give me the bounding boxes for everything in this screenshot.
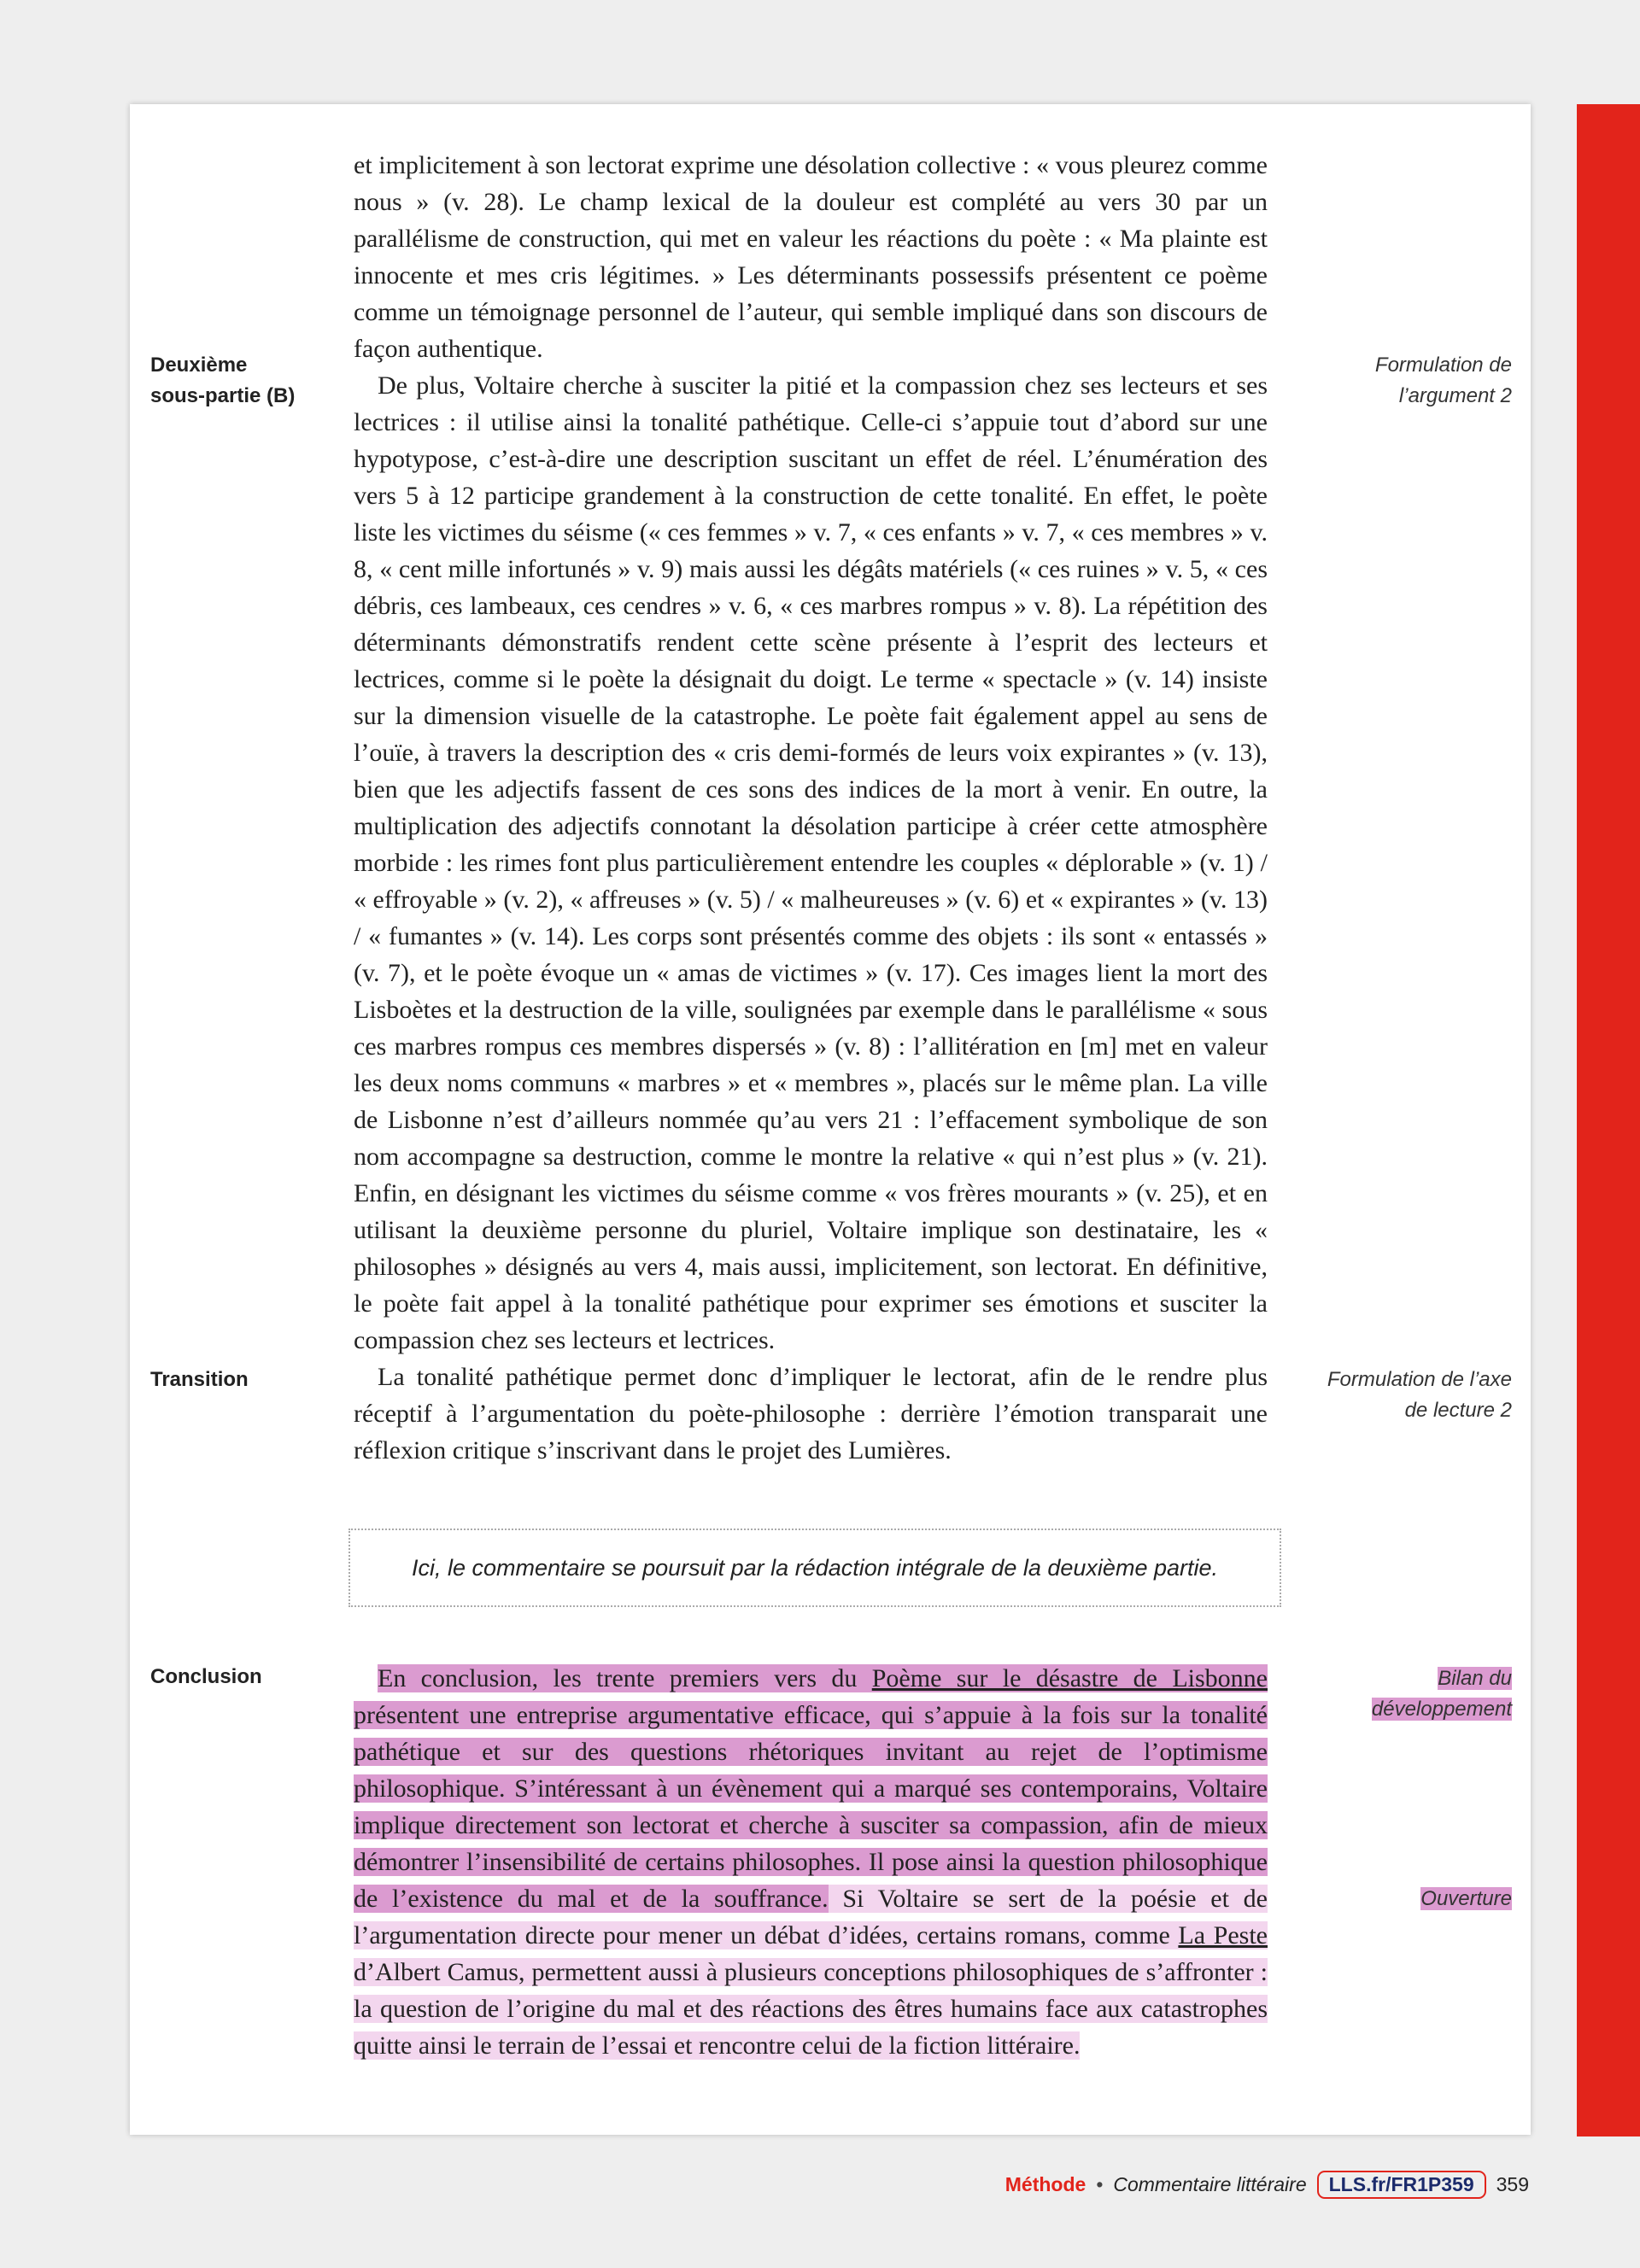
conclusion-bilan-part2: présentent une entreprise argumentative efficace, qui s’appuie à la fois sur la tonalité pathétique et sur des questions rhétoriques invitant au rejet de l’optimisme philosophique. S’intéressant à un évènement qui a marqué ses contemporains, Voltaire implique directement son lectorat et cherche à susciter sa compassion, afin de mieux démontrer l’insensibilité de certains philosophes. Il pose ainsi la question philosophique de l’existence du mal et de la souffrance. bbox=[354, 1701, 1268, 1913]
note-argument-2-line1: Formulation de bbox=[1374, 354, 1512, 377]
label-conclusion: Conclusion bbox=[150, 1665, 262, 1688]
page-number: 359 bbox=[1496, 2172, 1529, 2195]
note-bilan-line2: développement bbox=[1371, 1698, 1512, 1721]
note-axe-2-line1: Formulation de l’axe bbox=[1327, 1368, 1512, 1391]
note-argument-2-line2: l’argument 2 bbox=[1398, 384, 1512, 407]
conclusion-paragraph bbox=[354, 1660, 1268, 2064]
page-footer bbox=[1005, 2167, 1529, 2201]
label-deuxieme-line1: Deuxième bbox=[150, 354, 248, 377]
footer-separator: • bbox=[1096, 2172, 1104, 2195]
red-side-band bbox=[1577, 104, 1640, 2136]
continuation-note-text: Ici, le commentaire se poursuit par la rédaction intégrale de la deuxième partie. bbox=[412, 1554, 1218, 1581]
conclusion-ouverture-part1: Si Voltaire se sert de la poésie et de l’argumentation directe pour mener un débat d’idées, certains romans, comme bbox=[354, 1885, 1268, 1949]
main-body bbox=[354, 147, 1268, 1469]
note-argument-2 bbox=[1273, 350, 1512, 412]
paragraph-3-transition: La tonalité pathétique permet donc d’impliquer le lectorat, afin de le rendre plus réceptif à l’argumentation du poète-philosophe : derrière l’émotion transparait une réflexion critique s’inscrivant dans le projet des Lumières. bbox=[354, 1363, 1268, 1464]
note-axe-2 bbox=[1273, 1365, 1512, 1426]
label-deuxieme-line2: sous-partie (B) bbox=[150, 384, 296, 407]
label-deuxieme-sous-partie bbox=[150, 350, 313, 412]
conclusion-title-poeme: Poème sur le désastre de Lisbonne bbox=[871, 1664, 1268, 1692]
note-ouverture-text: Ouverture bbox=[1420, 1887, 1512, 1910]
paragraph-1: et implicitement à son lectorat exprime une désolation collective : « vous pleurez comme nous » (v. 28). Le champ lexical de la douleur est complété au vers 30 par un parallélisme de construction, qui met en valeur les réactions du poète : « Ma plainte est innocente et mes cris légitimes. » Les déterminants possessifs présentent ce poème comme un témoignage personnel de l’auteur, qui semble impliqué dans son discours de façon authentique. bbox=[354, 151, 1268, 363]
paragraph-2: De plus, Voltaire cherche à susciter la pitié et la compassion chez ses lecteurs et ses lectrices : il utilise ainsi la tonalité pathétique. Celle-ci s’appuie tout d’abord sur une hypotypose, c’est-à-dire une description suscitant un effet de réel. L’énumération des vers 5 à 12 participe grandement à la construction de cette tonalité. En effet, le poète liste les victimes du séisme (« ces femmes » v. 7, « ces enfants » v. 7, « ces membres » v. 8, « cent mille infortunés » v. 9) mais aussi les dégâts matériels (« ces ruines » v. 5, « ces débris, ces lambeaux, ces cendres » v. 6, « ces marbres rompus » v. 8). La répétition des déterminants démonstratifs rendent cette scène présente à l’esprit des lecteurs et lectrices, comme si le poète la désignait du doigt. Le terme « spectacle » (v. 14) insiste sur la dimension visuelle de la catastrophe. Le poète fait également appel au sens de l’ouïe, à travers la description des « cris demi-formés de leurs voix expirantes » (v. 13), bien que les adjectifs fassent de ces sons des indices de la mort à venir. En outre, la multiplication des adjectifs connotant la désolation participe à créer cette atmosphère morbide : les rimes font plus particulièrement entendre les couples « déplorable » (v. 1) / « effroyable » (v. 2), « affreuses » (v. 5) / « malheureuses » (v. 6) et « expirantes » (v. 13) / « fumantes » (v. 14). Les corps sont présentés comme des objets : ils sont « entassés » (v. 7), et le poète évoque un « amas de victimes » (v. 17). Ces images lient la mort des Lisboètes et la destruction de la ville, soulignées par exemple dans le parallélisme « sous ces marbres rompus ces membres dispersés » (v. 8) : l’allitération en [m] met en valeur les deux noms communs « marbres » et « membres », placés sur le même plan. La ville de Lisbonne n’est d’ailleurs nommée qu’au vers 21 : l’effacement symbolique de son nom accompagne sa destruction, comme le montre la relative « qui n’est plus » (v. 21). Enfin, en désignant les victimes du séisme comme « vos frères mourants » (v. 25), et en utilisant la deuxième personne du pluriel, Voltaire implique son destinataire, les « philosophes » désignés au vers 4, mais aussi, implicitement, son lectorat. En définitive, le poète fait appel à la tonalité pathétique pour exprimer ses émotions et susciter la compassion chez ses lecteurs et lectrices. bbox=[354, 371, 1268, 1354]
conclusion-ouverture-part2: d’Albert Camus, permettent aussi à plusieurs conceptions philosophiques de s’affronter : la question de l’origine du mal et des réactions des êtres humains face aux catastrophes quitte ainsi le terrain de l’essai et rencontre celui de la fiction littéraire. bbox=[354, 1958, 1268, 2060]
footer-subtitle: Commentaire littéraire bbox=[1113, 2172, 1307, 2195]
footer-brand: Méthode bbox=[1004, 2172, 1086, 2195]
note-ouverture bbox=[1273, 1884, 1512, 1914]
footer-link-badge[interactable]: LLS.fr/FR1P359 bbox=[1317, 2171, 1486, 2199]
note-bilan bbox=[1273, 1663, 1512, 1725]
conclusion-title-la-peste: La Peste bbox=[1178, 1921, 1268, 1949]
note-bilan-line1: Bilan du bbox=[1438, 1667, 1512, 1690]
conclusion-bilan-part1: En conclusion, les trente premiers vers du bbox=[378, 1664, 872, 1692]
label-transition: Transition bbox=[150, 1368, 249, 1391]
conclusion-body bbox=[354, 1660, 1268, 2064]
note-axe-2-line2: de lecture 2 bbox=[1404, 1399, 1512, 1422]
continuation-note-box bbox=[348, 1529, 1281, 1607]
